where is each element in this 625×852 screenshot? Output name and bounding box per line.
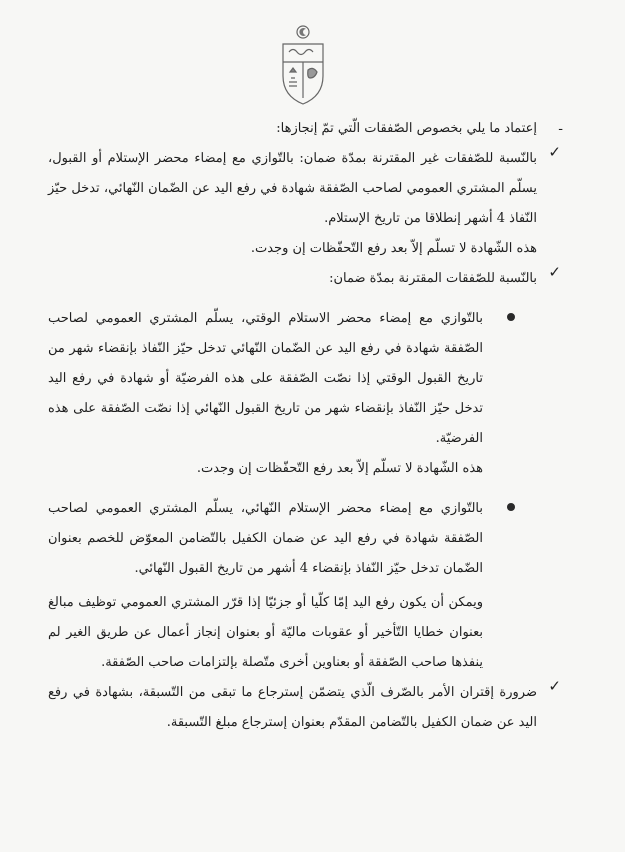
- section-advance-payment: [48, 678, 563, 738]
- check-mark-icon: ✓: [548, 143, 561, 161]
- intro-text: إعتماد ما يلي بخصوص الصّفقات الّتي تمّ إنجازها:: [276, 121, 537, 136]
- bullet1-note: هذه الشّهادة لا تسلّم إلاّ بعد رفع التّحفّظات إن وجدت.: [196, 461, 483, 476]
- tunisia-coat-of-arms-icon: [277, 22, 329, 106]
- bullet1-text: بالتّوازي مع إمضاء محضر الاستلام الوقتي، يسلّم المشتري العمومي لصاحب الصّفقة شهادة في رفع اليد عن الضّمان النّهائي تدخل حيّز النّفاذ بإنقضاء شهر من تاريخ القبول الوقتي إذا نصّت الصّفقة على هذه الفرضيّة أو شهادة في رفع اليد تدخل حيّز النّفاذ بإنقضاء شهر من تاريخ القبول النّهائي إذا نصّت الصّفقة على هذه الفرضيّة.: [48, 311, 483, 446]
- intro-line: [48, 118, 563, 140]
- intro-dash: -: [558, 121, 563, 137]
- check-mark-icon: ✓: [548, 677, 561, 695]
- section1-paragraph: بالنّسبة للصّفقات غير المقترنة بمدّة ضمان: بالتّوازي مع إمضاء محضر الإستلام أو القبول، يسلّم المشتري العمومي لصاحب الصّفقة شهادة في رفع اليد عن الضّمان النّهائي، تدخل حيّز النّفاذ 4 أشهر إنطلاقا من تاريخ الإستلام.: [48, 151, 537, 226]
- section3-paragraph: ضرورة إقتران الأمر بالصّرف الّذي يتضمّن إسترجاع ما تبقى من التّسبقة، بشهادة في رفع اليد عن ضمان الكفيل بالتّضامن المقدّم بعنوان إسترجاع مبلغ التّسبقة.: [48, 685, 537, 730]
- section1-note: هذه الشّهادة لا تسلّم إلاّ بعد رفع التّحفّظات إن وجدت.: [250, 241, 537, 256]
- bullet2-text: بالتّوازي مع إمضاء محضر الإستلام النّهائي، يسلّم المشتري العمومي لصاحب الصّفقة شهادة في رفع اليد عن ضمان الكفيل بالتّضامن المعوّض للخصم بعنوان الضّمان تدخل حيّز النّفاذ بإنقضاء 4 أشهر من تاريخ القبول النّهائي.: [48, 501, 483, 576]
- list-item: [48, 494, 537, 678]
- section-warranted-deals: [48, 264, 563, 678]
- bullet2-note: ويمكن أن يكون رفع اليد إمّا كلّيا أو جزئيّا إذا قرّر المشتري العمومي توظيف مبالغ بعنوان خطايا التّأخير أو عقوبات ماليّة أو بعنوان إنجاز أعمال عن طريق الغير لم ينفذها صاحب الصّفقة أو بعناوين أخرى متّصلة بإلتزامات صاحب الصّفقة.: [48, 595, 483, 670]
- section-unwarranted-deals: [48, 144, 563, 264]
- list-item: [48, 304, 537, 484]
- section2-heading: بالنّسبة للصّفقات المقترنة بمدّة ضمان:: [329, 271, 537, 286]
- bullet-icon: [507, 313, 515, 321]
- bullet-icon: [507, 503, 515, 511]
- check-mark-icon: ✓: [548, 263, 561, 281]
